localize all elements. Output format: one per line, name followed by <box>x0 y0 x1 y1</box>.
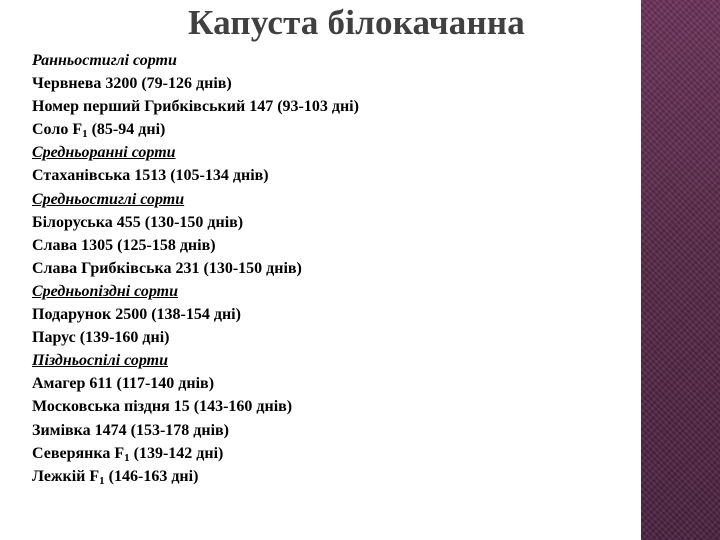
subscript: 1 <box>99 474 105 487</box>
list-item-text: Номер перший Грибківський 147 (93-103 дні) <box>32 98 359 116</box>
list-item <box>32 164 359 187</box>
subscript: 1 <box>124 451 130 464</box>
list-item <box>32 303 359 326</box>
slide-title: Капуста білокачанна <box>188 3 525 42</box>
section-heading <box>32 188 359 211</box>
list-item <box>32 118 359 141</box>
section-heading-text: Піздньоспілі сорти <box>32 352 168 370</box>
list-item <box>32 442 359 465</box>
section-heading <box>32 280 359 303</box>
section-heading-text: Средньоранні сорти <box>32 144 176 162</box>
list-item-text: Соло F <box>32 121 83 139</box>
variety-list <box>32 49 359 488</box>
list-item <box>32 395 359 418</box>
list-item-text: Стаханівська 1513 (105-134 днів) <box>32 167 269 185</box>
list-item-tail: (139-142 дні) <box>129 444 224 462</box>
list-item <box>32 95 359 118</box>
decorative-side-bar <box>641 0 720 540</box>
list-item <box>32 211 359 234</box>
list-item-text: Московська піздня 15 (143-160 днів) <box>32 398 293 416</box>
list-item-text: Зимівка 1474 (153-178 днів) <box>32 421 230 439</box>
list-item <box>32 234 359 257</box>
list-item-text: Амагер 611 (117-140 днів) <box>32 375 215 393</box>
list-item-text: Парус (139-160 дні) <box>32 329 170 347</box>
list-item-text: Білоруська 455 (130-150 днів) <box>32 213 244 231</box>
section-heading-text: Средньопіздні сорти <box>32 282 178 300</box>
list-item-text: Лежкій F <box>32 467 100 485</box>
section-heading <box>32 49 359 72</box>
list-item-text: Слава 1305 (125-158 днів) <box>32 236 216 254</box>
list-item-tail: (146-163 дні) <box>104 467 199 485</box>
list-item-text: Подарунок 2500 (138-154 дні) <box>32 306 241 324</box>
list-item-text: Северянка F <box>32 444 125 462</box>
subscript: 1 <box>82 128 88 141</box>
list-item-text: Червнева 3200 (79-126 днів) <box>32 75 232 93</box>
list-item <box>32 72 359 95</box>
list-item <box>32 372 359 395</box>
list-item-tail: (85-94 дні) <box>87 121 166 139</box>
list-item-text: Слава Грибківська 231 (130-150 днів) <box>32 259 302 277</box>
section-heading <box>32 141 359 164</box>
section-heading-text: Ранньостиглі сорти <box>32 52 177 69</box>
section-heading <box>32 349 359 372</box>
list-item <box>32 419 359 442</box>
list-item <box>32 465 359 488</box>
section-heading-text: Средньостиглі сорти <box>32 190 185 208</box>
list-item <box>32 326 359 349</box>
list-item <box>32 257 359 280</box>
